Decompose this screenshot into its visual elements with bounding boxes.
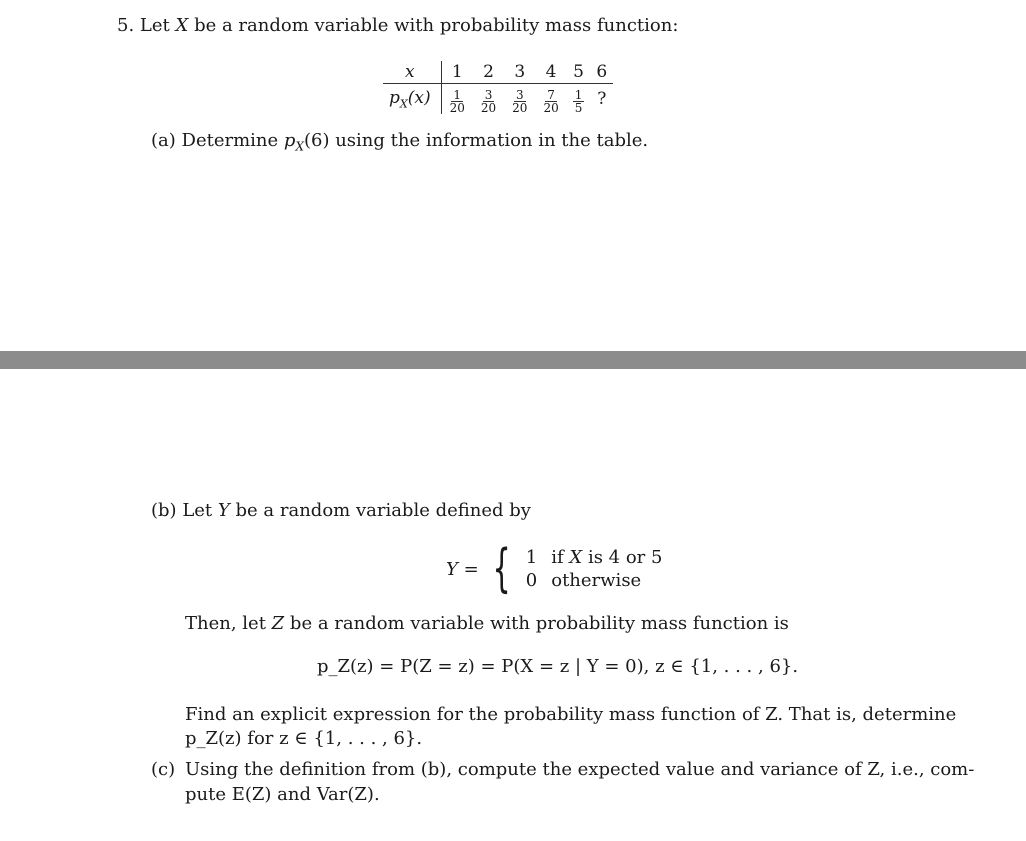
part-b (151, 500, 531, 521)
p-value: $\frac{3}{20}$ (480, 88, 497, 115)
part-b-text-pre: Let (182, 500, 213, 521)
table-header-px: $p_X(x)$ (383, 84, 441, 115)
variable-y: Y (217, 500, 230, 521)
variable-z: Z (271, 613, 285, 634)
left-brace-icon: { (492, 539, 511, 599)
page-divider (0, 351, 1026, 369)
y-definition (446, 538, 662, 600)
problem-statement (117, 15, 678, 36)
part-c-line-2: pute E(Z) and Var(Z). (185, 784, 380, 805)
p-value: $\frac{1}{20}$ (449, 88, 465, 115)
x-value: 3 (504, 61, 535, 84)
case-row: 0 otherwise (525, 570, 642, 591)
display-equation: p_Z(z) = P(Z = z) = P(X = z | Y = 0), z ∈ {1, . . . , 6}. (317, 656, 799, 677)
intro-pre: Let (139, 15, 170, 36)
x-value: 4 (535, 61, 566, 84)
x-value: 1 (441, 61, 473, 84)
p-value-unknown: ? (597, 89, 607, 109)
part-a-text-pre: Determine (181, 130, 279, 151)
x-value: 5 (567, 61, 591, 84)
p-value: $\frac{7}{20}$ (543, 88, 559, 115)
part-c-line-1: Using the definition from (b), compute the expected value and variance of Z, i.e., com- (185, 759, 975, 780)
part-a (151, 130, 648, 154)
variable-x: X (175, 15, 189, 36)
x-value: 2 (473, 61, 504, 84)
part-b-text-post: be a random variable defined by (235, 500, 531, 521)
problem-number: 5. (117, 15, 135, 36)
pmf-table (383, 61, 613, 114)
find-line-1: Find an explicit expression for the probability mass function of Z. That is, determine (185, 704, 957, 725)
x-value: 6 (590, 61, 613, 84)
y-definition-lhs: Y = (446, 558, 479, 580)
cases (526, 547, 663, 591)
then-line: Then, let Z be a random variable with probability mass function is (185, 613, 789, 634)
intro-post: be a random variable with probability mass function: (194, 15, 679, 36)
part-c-label: (c) (151, 759, 176, 780)
part-a-expr: $p_X(6)$ (283, 130, 330, 154)
find-line-2: p_Z(z) for z ∈ {1, . . . , 6}. (185, 728, 423, 749)
part-a-label: (a) (151, 130, 176, 151)
case-row: 1 if X is 4 or 5 (525, 547, 663, 568)
p-value: $\frac{1}{5}$ (574, 88, 583, 115)
part-b-label: (b) (151, 500, 177, 521)
table-header-x: x (383, 61, 441, 84)
part-a-text-post: using the information in the table. (335, 130, 649, 151)
p-value: $\frac{3}{20}$ (512, 88, 528, 115)
